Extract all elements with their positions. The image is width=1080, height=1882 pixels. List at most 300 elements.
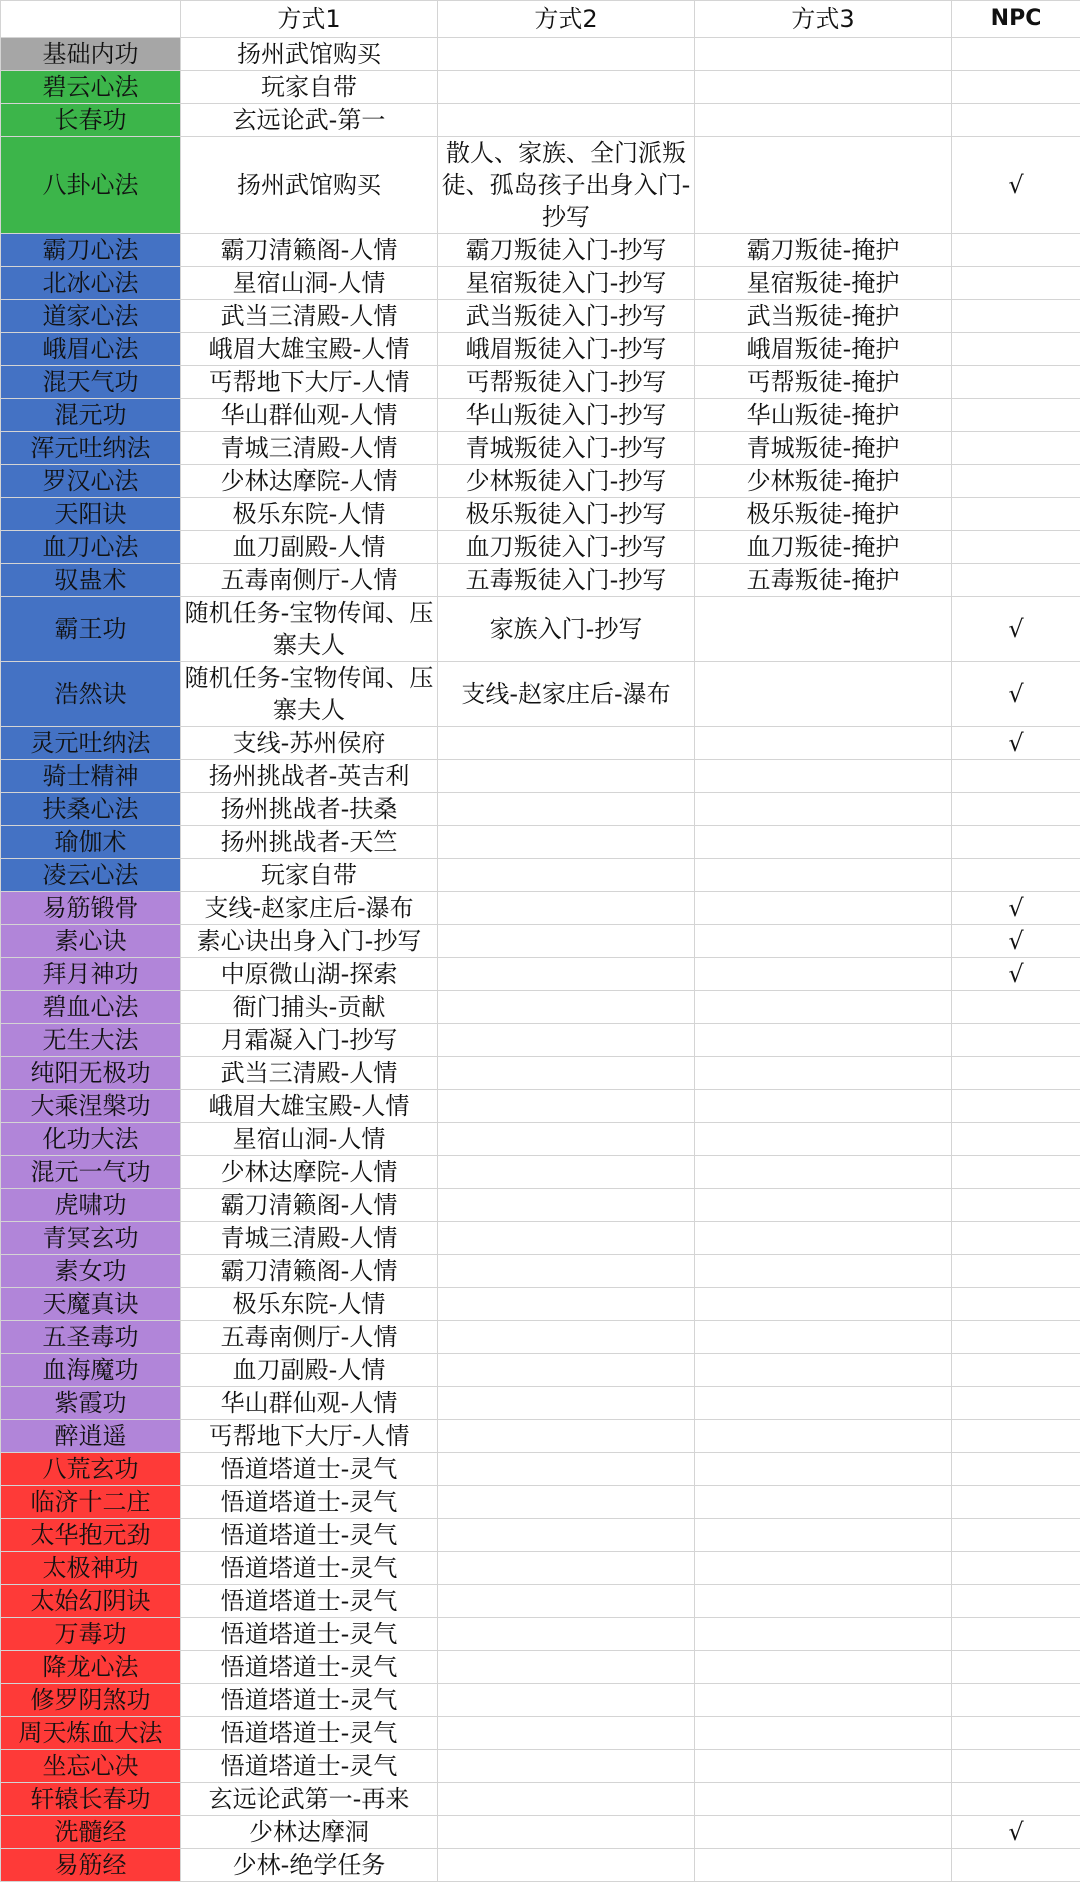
table-row — [1, 1717, 1080, 1750]
table-row — [1, 1453, 1080, 1486]
method3-cell[interactable]: 血刀叛徒-掩护 — [695, 531, 952, 564]
method2-cell[interactable] — [438, 1222, 695, 1255]
method2-cell[interactable] — [438, 38, 695, 71]
skill-name-cell[interactable]: 太极神功 — [1, 1552, 181, 1585]
npc-cell[interactable] — [952, 1684, 1080, 1717]
table-row — [1, 1024, 1080, 1057]
method3-cell[interactable]: 华山叛徒-掩护 — [695, 399, 952, 432]
method3-cell[interactable] — [695, 1651, 952, 1684]
method3-cell[interactable] — [695, 662, 952, 727]
npc-cell[interactable] — [952, 333, 1080, 366]
npc-cell[interactable]: √ — [952, 137, 1080, 234]
npc-cell[interactable] — [952, 1849, 1080, 1882]
npc-cell[interactable] — [952, 465, 1080, 498]
method3-cell[interactable]: 少林叛徒-掩护 — [695, 465, 952, 498]
npc-cell[interactable] — [952, 38, 1080, 71]
table-row — [1, 793, 1080, 826]
skill-name-cell[interactable]: 洗髓经 — [1, 1816, 181, 1849]
method3-cell[interactable] — [695, 1255, 952, 1288]
skill-name-cell[interactable]: 修罗阴煞功 — [1, 1684, 181, 1717]
skill-name-cell[interactable]: 混天气功 — [1, 366, 181, 399]
table-row — [1, 1420, 1080, 1453]
method1-cell[interactable]: 月霜凝入门-抄写 — [181, 1024, 438, 1057]
method2-cell[interactable] — [438, 1783, 695, 1816]
table-row — [1, 597, 1080, 662]
table-row — [1, 1090, 1080, 1123]
method1-cell[interactable]: 丐帮地下大厅-人情 — [181, 1420, 438, 1453]
skill-name-cell[interactable]: 八卦心法 — [1, 137, 181, 234]
skill-name-cell[interactable]: 骑士精神 — [1, 760, 181, 793]
method3-cell[interactable] — [695, 1585, 952, 1618]
skill-name-cell[interactable]: 峨眉心法 — [1, 333, 181, 366]
method3-cell[interactable] — [695, 1420, 952, 1453]
method3-cell[interactable] — [695, 1057, 952, 1090]
method3-cell[interactable] — [695, 1816, 952, 1849]
method1-cell[interactable]: 扬州武馆购买 — [181, 38, 438, 71]
npc-cell[interactable] — [952, 1651, 1080, 1684]
method3-cell[interactable] — [695, 1684, 952, 1717]
method1-cell[interactable]: 悟道塔道士-灵气 — [181, 1684, 438, 1717]
header-cell-method2[interactable]: 方式2 — [438, 1, 695, 38]
method2-cell[interactable] — [438, 991, 695, 1024]
skill-name-cell[interactable]: 紫霞功 — [1, 1387, 181, 1420]
skill-name-cell[interactable]: 霸刀心法 — [1, 234, 181, 267]
method3-cell[interactable] — [695, 1552, 952, 1585]
method3-cell[interactable] — [695, 1123, 952, 1156]
table-row — [1, 104, 1080, 137]
method1-cell[interactable]: 少林达摩院-人情 — [181, 465, 438, 498]
method2-cell[interactable] — [438, 1816, 695, 1849]
method3-cell[interactable] — [695, 1849, 952, 1882]
skill-name-cell[interactable]: 坐忘心决 — [1, 1750, 181, 1783]
npc-cell[interactable] — [952, 366, 1080, 399]
method1-cell[interactable]: 青城三清殿-人情 — [181, 432, 438, 465]
method3-cell[interactable] — [695, 1750, 952, 1783]
method2-cell[interactable] — [438, 104, 695, 137]
npc-cell[interactable] — [952, 793, 1080, 826]
npc-cell[interactable]: √ — [952, 597, 1080, 662]
skill-name-cell[interactable]: 青冥玄功 — [1, 1222, 181, 1255]
npc-cell[interactable] — [952, 432, 1080, 465]
method1-cell[interactable]: 衙门捕头-贡献 — [181, 991, 438, 1024]
table-row — [1, 1354, 1080, 1387]
skill-name-cell[interactable]: 化功大法 — [1, 1123, 181, 1156]
npc-cell[interactable] — [952, 234, 1080, 267]
method1-cell[interactable]: 少林达摩洞 — [181, 1816, 438, 1849]
header-cell-corner[interactable] — [1, 1, 181, 38]
table-row — [1, 531, 1080, 564]
skill-name-cell[interactable]: 天魔真诀 — [1, 1288, 181, 1321]
method2-cell[interactable] — [438, 958, 695, 991]
method1-cell[interactable]: 玩家自带 — [181, 859, 438, 892]
table-row — [1, 1750, 1080, 1783]
method3-cell[interactable] — [695, 1717, 952, 1750]
method1-cell[interactable]: 丐帮地下大厅-人情 — [181, 366, 438, 399]
method3-cell[interactable] — [695, 892, 952, 925]
method1-cell[interactable]: 五毒南侧厅-人情 — [181, 564, 438, 597]
method1-cell[interactable]: 扬州武馆购买 — [181, 137, 438, 234]
npc-cell[interactable]: √ — [952, 892, 1080, 925]
npc-cell[interactable] — [952, 1783, 1080, 1816]
method3-cell[interactable] — [695, 925, 952, 958]
method3-cell[interactable] — [695, 38, 952, 71]
method2-cell[interactable] — [438, 826, 695, 859]
method3-cell[interactable] — [695, 1783, 952, 1816]
skill-name-cell[interactable]: 素女功 — [1, 1255, 181, 1288]
method2-cell[interactable] — [438, 1189, 695, 1222]
npc-cell[interactable] — [952, 1024, 1080, 1057]
method3-cell[interactable] — [695, 1321, 952, 1354]
method1-cell[interactable]: 玄远论武第一-再来 — [181, 1783, 438, 1816]
table-row — [1, 1585, 1080, 1618]
method2-cell[interactable]: 家族入门-抄写 — [438, 597, 695, 662]
method1-cell[interactable]: 悟道塔道士-灵气 — [181, 1651, 438, 1684]
npc-cell[interactable]: √ — [952, 727, 1080, 760]
method2-cell[interactable]: 星宿叛徒入门-抄写 — [438, 267, 695, 300]
npc-cell[interactable] — [952, 104, 1080, 137]
method2-cell[interactable] — [438, 1057, 695, 1090]
method1-cell[interactable]: 玄远论武-第一 — [181, 104, 438, 137]
method2-cell[interactable] — [438, 1684, 695, 1717]
method2-cell[interactable] — [438, 1387, 695, 1420]
skill-name-cell[interactable]: 瑜伽术 — [1, 826, 181, 859]
npc-cell[interactable] — [952, 1717, 1080, 1750]
table-row — [1, 727, 1080, 760]
method1-cell[interactable]: 玩家自带 — [181, 71, 438, 104]
npc-cell[interactable]: √ — [952, 958, 1080, 991]
npc-cell[interactable] — [952, 1057, 1080, 1090]
table-row — [1, 71, 1080, 104]
table-row — [1, 1123, 1080, 1156]
method3-cell[interactable]: 丐帮叛徒-掩护 — [695, 366, 952, 399]
npc-cell[interactable] — [952, 1255, 1080, 1288]
table-row — [1, 1189, 1080, 1222]
skill-name-cell[interactable]: 碧血心法 — [1, 991, 181, 1024]
table-row — [1, 399, 1080, 432]
method2-cell[interactable] — [438, 760, 695, 793]
header-cell-npc[interactable]: NPC — [952, 1, 1080, 38]
npc-cell[interactable] — [952, 1750, 1080, 1783]
method1-cell[interactable]: 扬州挑战者-英吉利 — [181, 760, 438, 793]
header-row — [1, 1, 1080, 38]
method2-cell[interactable] — [438, 1585, 695, 1618]
method3-cell[interactable] — [695, 991, 952, 1024]
method2-cell[interactable]: 极乐叛徒入门-抄写 — [438, 498, 695, 531]
method3-cell[interactable] — [695, 1486, 952, 1519]
method3-cell[interactable] — [695, 137, 952, 234]
skill-name-cell[interactable]: 拜月神功 — [1, 958, 181, 991]
method2-cell[interactable] — [438, 71, 695, 104]
method1-cell[interactable]: 少林达摩院-人情 — [181, 1156, 438, 1189]
table-row — [1, 1519, 1080, 1552]
table-row — [1, 137, 1080, 234]
method2-cell[interactable]: 峨眉叛徒入门-抄写 — [438, 333, 695, 366]
npc-cell[interactable] — [952, 1123, 1080, 1156]
method1-cell[interactable]: 悟道塔道士-灵气 — [181, 1618, 438, 1651]
method1-cell[interactable]: 极乐东院-人情 — [181, 1288, 438, 1321]
method3-cell[interactable] — [695, 1222, 952, 1255]
method1-cell[interactable]: 武当三清殿-人情 — [181, 1057, 438, 1090]
method2-cell[interactable] — [438, 1288, 695, 1321]
method3-cell[interactable]: 峨眉叛徒-掩护 — [695, 333, 952, 366]
npc-cell[interactable] — [952, 267, 1080, 300]
skill-name-cell[interactable]: 罗汉心法 — [1, 465, 181, 498]
skill-name-cell[interactable]: 太华抱元劲 — [1, 1519, 181, 1552]
method1-cell[interactable]: 血刀副殿-人情 — [181, 1354, 438, 1387]
method3-cell[interactable] — [695, 1156, 952, 1189]
method1-cell[interactable]: 血刀副殿-人情 — [181, 531, 438, 564]
npc-cell[interactable] — [952, 1618, 1080, 1651]
method3-cell[interactable]: 武当叛徒-掩护 — [695, 300, 952, 333]
method2-cell[interactable] — [438, 1255, 695, 1288]
table-row — [1, 859, 1080, 892]
method2-cell[interactable]: 五毒叛徒入门-抄写 — [438, 564, 695, 597]
method2-cell[interactable] — [438, 1123, 695, 1156]
npc-cell[interactable]: √ — [952, 662, 1080, 727]
npc-cell[interactable] — [952, 1354, 1080, 1387]
skill-name-cell[interactable]: 纯阳无极功 — [1, 1057, 181, 1090]
method1-cell[interactable]: 悟道塔道士-灵气 — [181, 1552, 438, 1585]
method3-cell[interactable] — [695, 958, 952, 991]
skill-name-cell[interactable]: 虎啸功 — [1, 1189, 181, 1222]
method2-cell[interactable] — [438, 1321, 695, 1354]
method1-cell[interactable]: 悟道塔道士-灵气 — [181, 1585, 438, 1618]
method1-cell[interactable]: 武当三清殿-人情 — [181, 300, 438, 333]
skill-name-cell[interactable]: 碧云心法 — [1, 71, 181, 104]
table-row — [1, 1849, 1080, 1882]
skill-name-cell[interactable]: 霸王功 — [1, 597, 181, 662]
method2-cell[interactable] — [438, 1651, 695, 1684]
method1-cell[interactable]: 霸刀清籁阁-人情 — [181, 1255, 438, 1288]
method1-cell[interactable]: 峨眉大雄宝殿-人情 — [181, 1090, 438, 1123]
method1-cell[interactable]: 霸刀清籁阁-人情 — [181, 1189, 438, 1222]
method3-cell[interactable] — [695, 597, 952, 662]
method3-cell[interactable] — [695, 1519, 952, 1552]
table-row — [1, 1783, 1080, 1816]
npc-cell[interactable] — [952, 71, 1080, 104]
method3-cell[interactable] — [695, 727, 952, 760]
method2-cell[interactable]: 青城叛徒入门-抄写 — [438, 432, 695, 465]
method2-cell[interactable] — [438, 1552, 695, 1585]
method3-cell[interactable] — [695, 1387, 952, 1420]
npc-cell[interactable] — [952, 564, 1080, 597]
method2-cell[interactable]: 霸刀叛徒入门-抄写 — [438, 234, 695, 267]
method3-cell[interactable] — [695, 826, 952, 859]
skill-name-cell[interactable]: 血海魔功 — [1, 1354, 181, 1387]
skill-name-cell[interactable]: 临济十二庄 — [1, 1486, 181, 1519]
method1-cell[interactable]: 悟道塔道士-灵气 — [181, 1453, 438, 1486]
npc-cell[interactable] — [952, 1222, 1080, 1255]
method1-cell[interactable]: 华山群仙观-人情 — [181, 399, 438, 432]
skill-name-cell[interactable]: 万毒功 — [1, 1618, 181, 1651]
skill-name-cell[interactable]: 浩然诀 — [1, 662, 181, 727]
method3-cell[interactable] — [695, 793, 952, 826]
skill-name-cell[interactable]: 八荒玄功 — [1, 1453, 181, 1486]
method2-cell[interactable]: 散人、家族、全门派叛徒、孤岛孩子出身入门-抄写 — [438, 137, 695, 234]
method3-cell[interactable] — [695, 104, 952, 137]
skill-name-cell[interactable]: 混元一气功 — [1, 1156, 181, 1189]
skill-name-cell[interactable]: 太始幻阴诀 — [1, 1585, 181, 1618]
method1-cell[interactable]: 支线-苏州侯府 — [181, 727, 438, 760]
method2-cell[interactable]: 武当叛徒入门-抄写 — [438, 300, 695, 333]
method3-cell[interactable] — [695, 1090, 952, 1123]
skill-name-cell[interactable]: 驭蛊术 — [1, 564, 181, 597]
method2-cell[interactable] — [438, 1849, 695, 1882]
npc-cell[interactable] — [952, 1156, 1080, 1189]
npc-cell[interactable] — [952, 300, 1080, 333]
method2-cell[interactable]: 少林叛徒入门-抄写 — [438, 465, 695, 498]
skill-name-cell[interactable]: 北冰心法 — [1, 267, 181, 300]
npc-cell[interactable] — [952, 399, 1080, 432]
skill-name-cell[interactable]: 无生大法 — [1, 1024, 181, 1057]
method1-cell[interactable]: 星宿山洞-人情 — [181, 1123, 438, 1156]
method1-cell[interactable]: 五毒南侧厅-人情 — [181, 1321, 438, 1354]
method1-cell[interactable]: 少林-绝学任务 — [181, 1849, 438, 1882]
method2-cell[interactable] — [438, 1090, 695, 1123]
method2-cell[interactable] — [438, 1420, 695, 1453]
skill-name-cell[interactable]: 扶桑心法 — [1, 793, 181, 826]
table-row — [1, 465, 1080, 498]
method1-cell[interactable]: 素心诀出身入门-抄写 — [181, 925, 438, 958]
skill-name-cell[interactable]: 基础内功 — [1, 38, 181, 71]
method2-cell[interactable] — [438, 1486, 695, 1519]
method2-cell[interactable] — [438, 1519, 695, 1552]
npc-cell[interactable] — [952, 531, 1080, 564]
skill-name-cell[interactable]: 降龙心法 — [1, 1651, 181, 1684]
method3-cell[interactable]: 霸刀叛徒-掩护 — [695, 234, 952, 267]
method1-cell[interactable]: 扬州挑战者-扶桑 — [181, 793, 438, 826]
method3-cell[interactable] — [695, 1288, 952, 1321]
method1-cell[interactable]: 霸刀清籁阁-人情 — [181, 234, 438, 267]
skill-name-cell[interactable]: 灵元吐纳法 — [1, 727, 181, 760]
method3-cell[interactable] — [695, 1024, 952, 1057]
method2-cell[interactable]: 血刀叛徒入门-抄写 — [438, 531, 695, 564]
skill-name-cell[interactable]: 醉逍遥 — [1, 1420, 181, 1453]
method2-cell[interactable]: 华山叛徒入门-抄写 — [438, 399, 695, 432]
method1-cell[interactable]: 悟道塔道士-灵气 — [181, 1717, 438, 1750]
method3-cell[interactable] — [695, 71, 952, 104]
method3-cell[interactable]: 青城叛徒-掩护 — [695, 432, 952, 465]
table-row — [1, 1156, 1080, 1189]
method2-cell[interactable] — [438, 793, 695, 826]
header-cell-method3[interactable]: 方式3 — [695, 1, 952, 38]
npc-cell[interactable] — [952, 991, 1080, 1024]
method1-cell[interactable]: 悟道塔道士-灵气 — [181, 1519, 438, 1552]
method2-cell[interactable] — [438, 1156, 695, 1189]
npc-cell[interactable] — [952, 826, 1080, 859]
method2-cell[interactable]: 支线-赵家庄后-瀑布 — [438, 662, 695, 727]
skill-name-cell[interactable]: 混元功 — [1, 399, 181, 432]
skill-name-cell[interactable]: 素心诀 — [1, 925, 181, 958]
method3-cell[interactable]: 极乐叛徒-掩护 — [695, 498, 952, 531]
method2-cell[interactable] — [438, 1354, 695, 1387]
method3-cell[interactable]: 星宿叛徒-掩护 — [695, 267, 952, 300]
method1-cell[interactable]: 支线-赵家庄后-瀑布 — [181, 892, 438, 925]
method3-cell[interactable] — [695, 1354, 952, 1387]
table-row — [1, 1684, 1080, 1717]
npc-cell[interactable] — [952, 1189, 1080, 1222]
method1-cell[interactable]: 悟道塔道士-灵气 — [181, 1750, 438, 1783]
skill-name-cell[interactable]: 长春功 — [1, 104, 181, 137]
npc-cell[interactable] — [952, 1519, 1080, 1552]
method1-cell[interactable]: 随机任务-宝物传闻、压寨夫人 — [181, 662, 438, 727]
npc-cell[interactable]: √ — [952, 1816, 1080, 1849]
method1-cell[interactable]: 星宿山洞-人情 — [181, 267, 438, 300]
method1-cell[interactable]: 悟道塔道士-灵气 — [181, 1486, 438, 1519]
skill-name-cell[interactable]: 易筋经 — [1, 1849, 181, 1882]
npc-cell[interactable] — [952, 1585, 1080, 1618]
method2-cell[interactable] — [438, 1717, 695, 1750]
skill-name-cell[interactable]: 凌云心法 — [1, 859, 181, 892]
skill-name-cell[interactable]: 道家心法 — [1, 300, 181, 333]
npc-cell[interactable] — [952, 498, 1080, 531]
method1-cell[interactable]: 峨眉大雄宝殿-人情 — [181, 333, 438, 366]
method3-cell[interactable]: 五毒叛徒-掩护 — [695, 564, 952, 597]
method2-cell[interactable] — [438, 859, 695, 892]
method3-cell[interactable] — [695, 1453, 952, 1486]
npc-cell[interactable] — [952, 1090, 1080, 1123]
method2-cell[interactable]: 丐帮叛徒入门-抄写 — [438, 366, 695, 399]
method2-cell[interactable] — [438, 1750, 695, 1783]
table-row — [1, 826, 1080, 859]
table-row — [1, 662, 1080, 727]
table-row — [1, 925, 1080, 958]
table-body — [1, 38, 1080, 1882]
method3-cell[interactable] — [695, 1618, 952, 1651]
npc-cell[interactable] — [952, 1321, 1080, 1354]
table-row — [1, 1618, 1080, 1651]
method1-cell[interactable]: 中原微山湖-探索 — [181, 958, 438, 991]
table-row — [1, 333, 1080, 366]
skill-name-cell[interactable]: 易筋锻骨 — [1, 892, 181, 925]
method2-cell[interactable] — [438, 1618, 695, 1651]
skill-name-cell[interactable]: 轩辕长春功 — [1, 1783, 181, 1816]
npc-cell[interactable] — [952, 1486, 1080, 1519]
table-row — [1, 958, 1080, 991]
skill-name-cell[interactable]: 五圣毒功 — [1, 1321, 181, 1354]
method1-cell[interactable]: 随机任务-宝物传闻、压寨夫人 — [181, 597, 438, 662]
npc-cell[interactable]: √ — [952, 925, 1080, 958]
method2-cell[interactable] — [438, 925, 695, 958]
method1-cell[interactable]: 极乐东院-人情 — [181, 498, 438, 531]
npc-cell[interactable] — [952, 1453, 1080, 1486]
skill-name-cell[interactable]: 血刀心法 — [1, 531, 181, 564]
method1-cell[interactable]: 扬州挑战者-天竺 — [181, 826, 438, 859]
skill-name-cell[interactable]: 浑元吐纳法 — [1, 432, 181, 465]
method2-cell[interactable] — [438, 1024, 695, 1057]
method3-cell[interactable] — [695, 1189, 952, 1222]
table-row — [1, 1321, 1080, 1354]
npc-cell[interactable] — [952, 1288, 1080, 1321]
skill-name-cell[interactable]: 大乘涅槃功 — [1, 1090, 181, 1123]
npc-cell[interactable] — [952, 760, 1080, 793]
method3-cell[interactable] — [695, 760, 952, 793]
method2-cell[interactable] — [438, 1453, 695, 1486]
npc-cell[interactable] — [952, 1552, 1080, 1585]
method1-cell[interactable]: 青城三清殿-人情 — [181, 1222, 438, 1255]
npc-cell[interactable] — [952, 1420, 1080, 1453]
method1-cell[interactable]: 华山群仙观-人情 — [181, 1387, 438, 1420]
method2-cell[interactable] — [438, 892, 695, 925]
npc-cell[interactable] — [952, 859, 1080, 892]
method2-cell[interactable] — [438, 727, 695, 760]
skill-name-cell[interactable]: 天阳诀 — [1, 498, 181, 531]
header-cell-method1[interactable]: 方式1 — [181, 1, 438, 38]
table-row — [1, 38, 1080, 71]
method3-cell[interactable] — [695, 859, 952, 892]
skill-name-cell[interactable]: 周天炼血大法 — [1, 1717, 181, 1750]
npc-cell[interactable] — [952, 1387, 1080, 1420]
